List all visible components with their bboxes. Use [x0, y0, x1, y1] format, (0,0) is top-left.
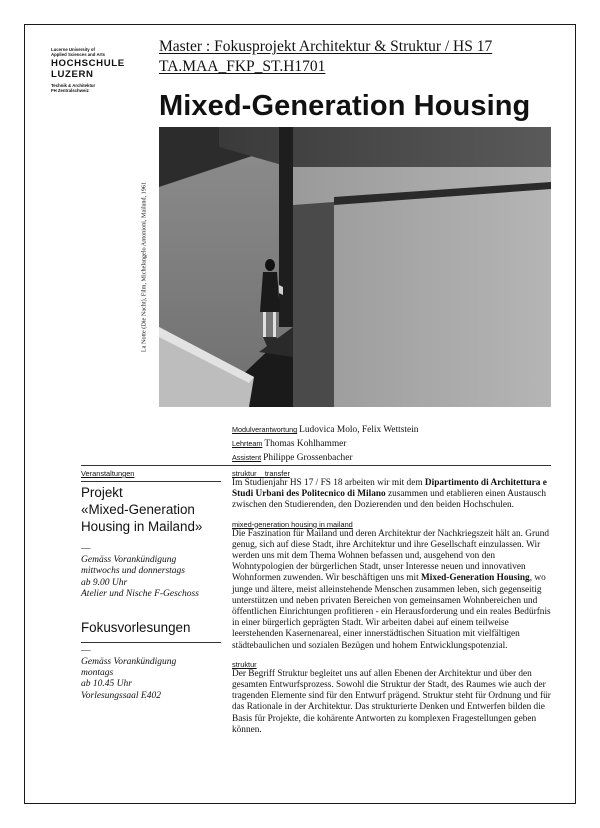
- paragraph-structure: [232, 669, 551, 736]
- credit-label: Lehrteam: [232, 439, 263, 448]
- text-run: , wo junge und ältere, meist alleinstehende Menschen zusammen leben, sich gegenseitig unterstützen und neben privaten Bereichen von gemeinsamen Wohnbereichen und öffentlichen Einrichtungen profitieren - ein Herausforderung und ein reales Bedürfnis in einer bürgerlich geprägten Stadt. Wir arbeiten dabei auf einem teilweise leerstehenden Kasernenareal, einer innerstädtischen Situation mit vielfältigen städtebaulichen und sozialen Bezügen und hohem Entwicklungspotenzial.: [232, 573, 551, 651]
- section-label-housing: mixed-generation housing in mailand: [232, 519, 353, 529]
- paragraph-housing: [232, 529, 551, 652]
- logo-name-1: HOCHSCHULE: [51, 58, 125, 70]
- section-label-events: Veranstaltungen: [81, 469, 135, 478]
- project-title-line: «Mixed-Generation: [81, 502, 195, 517]
- logo-name-2: LUZERN: [51, 69, 94, 80]
- schedule-line: mittwochs und donnerstags: [81, 566, 185, 577]
- credit-row-team: [232, 437, 419, 451]
- credit-row-module: [232, 423, 419, 437]
- course-code: TA.MAA_FKP_ST.H1701: [159, 58, 326, 75]
- credit-row-assistant: [232, 451, 419, 465]
- section-label-transfer: struktur _ transfer: [232, 469, 290, 478]
- schedule-line: Gemäss Vorankündigung: [81, 656, 177, 667]
- credit-value: Thomas Kohlhammer: [264, 439, 347, 449]
- divider: [81, 465, 551, 466]
- credits-block: [232, 423, 419, 465]
- lectures-schedule: [81, 657, 221, 703]
- project-title-line: Housing in Mailand»: [81, 519, 203, 534]
- description-column: [232, 469, 551, 736]
- hslu-logo: [51, 47, 146, 93]
- events-column: [81, 469, 221, 702]
- divider: [81, 642, 221, 643]
- text-run: Der Begriff Struktur begleitet uns auf allen Ebenen der Architektur und über den gesamten Entwurfsprozess. Sowohl die Struktur der Stadt, des Raumes wie auch der tragenden Elemente sind für den Entwurf prägend. Struktur steht für Ordnung und für das Rationale in der Architektur. Das strukturierte Denken und Entwerfen bilden die Basis für Projekte, die kohärente Antworten zu komplexen Fragestellungen geben können.: [232, 668, 551, 735]
- text-run: zusammen und etablieren einen Austausch zwischen den Studierenden, den Dozierenden und den beiden Hochschulen.: [232, 489, 546, 511]
- schedule-line: Vorlesungssaal E402: [81, 690, 161, 701]
- logo-department-2: FH Zentralschweiz: [51, 87, 89, 93]
- schedule-line: ab 9.00 Uhr: [81, 577, 128, 588]
- credit-label: Assistent: [232, 453, 262, 462]
- schedule-line: ab 10.45 Uhr: [81, 679, 132, 690]
- schedule-line: montags: [81, 668, 114, 679]
- text-run-bold: Mixed-Generation Housing: [420, 573, 530, 584]
- credit-value: Ludovica Molo, Felix Wettstein: [299, 425, 419, 435]
- photo-caption-text: La Notte (Die Nacht), Film, Michelangelo Antonioni, Mailand, 1961: [140, 181, 148, 353]
- logo-department-1: Technik & Architektur: [51, 82, 96, 88]
- course-name: Master : Fokusprojekt Architektur & Struktur / HS 17: [159, 38, 493, 55]
- section-label-structure: struktur: [232, 659, 257, 669]
- project-schedule: [81, 555, 221, 601]
- project-title-line: Projekt: [81, 485, 123, 500]
- credit-value: Philippe Grossenbacher: [263, 453, 353, 463]
- text-run: Im Studienjahr HS 17 / FS 18 arbeiten wir mit dem: [232, 478, 425, 488]
- dash-separator: —: [81, 645, 91, 656]
- photo-caption: [133, 127, 155, 407]
- text-run: Die Faszination für Mailand und deren Architektur der Nachkriegszeit hält an. Grund genug, sich auf diese Stadt, ihre Architektur und ihre Gesellschaft einzulassen. Wir werden uns mit dem Thema Wohnen befassen und, ausgehend von den Wohntypologien der bürgerlichen Stadt, unser Interesse neuen und innovativen Wohnformen zuwenden. Wir beschäftigen uns mit: [232, 528, 550, 584]
- film-still-photo: [159, 127, 551, 407]
- schedule-line: Atelier und Nische F-Geschoss: [81, 589, 199, 600]
- page-title: Mixed-Generation Housing: [159, 90, 531, 122]
- course-heading: [159, 37, 559, 77]
- dash-separator: —: [81, 544, 91, 554]
- film-still-illustration: [159, 127, 551, 407]
- divider: [81, 481, 221, 482]
- text-run-bold: Dipartimento di Architettura e Studi Urbani des Politecnico di Milano: [232, 478, 547, 500]
- logo-tagline-1: Lucerne University of: [51, 47, 95, 52]
- lectures-title: Fokusvorlesungen: [81, 619, 191, 635]
- schedule-line: Gemäss Vorankündigung: [81, 555, 177, 565]
- logo-tagline-2: Applied Sciences and Arts: [51, 52, 106, 58]
- credit-label: Modulverantwortung: [232, 425, 298, 434]
- paragraph-transfer: [232, 478, 551, 512]
- project-title: [81, 484, 221, 535]
